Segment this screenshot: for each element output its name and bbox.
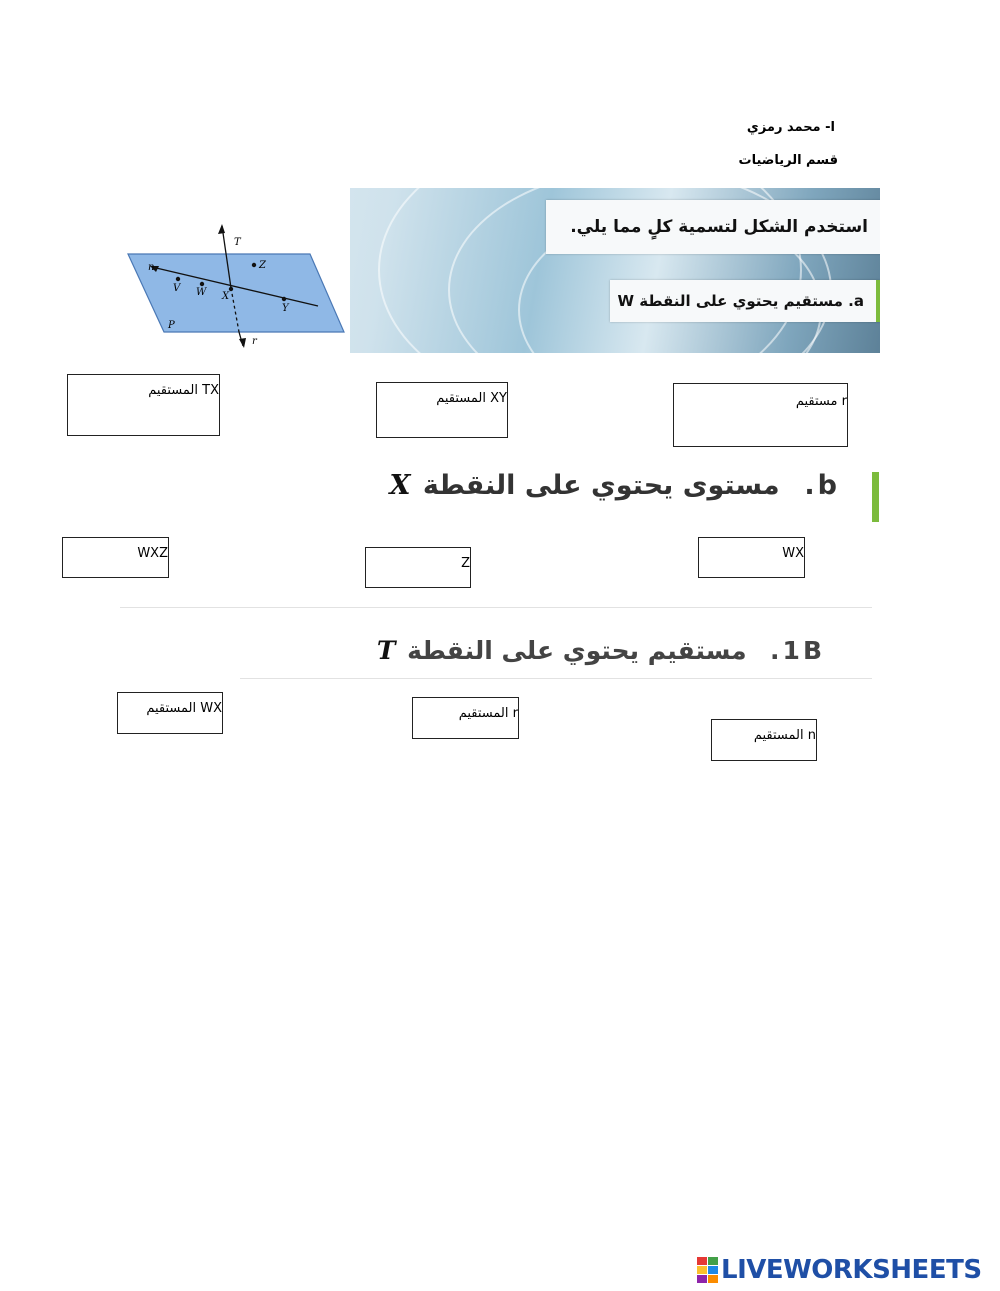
point-y [282,297,286,301]
answer-a-1-label: TX المستقيم [148,383,219,398]
question-a-box: a. مستقيم يحتوي على النقطة W [610,280,880,322]
label-x: X [222,291,230,302]
question-b [390,470,840,501]
answer-1b-1[interactable] [117,692,223,734]
line-r-arrow-bottom [239,338,246,348]
label-z: Z [259,260,266,271]
point-v [176,277,180,281]
point-w [200,282,204,286]
teacher-name: ا- محمد رمزي [746,120,835,135]
logo-text: LIVEWORKSHEETS [721,1255,982,1285]
answer-a-2[interactable] [376,382,508,438]
answer-1b-3-label: n المستقيم [753,728,816,743]
instruction-box: استخدم الشكل لتسمية كلٍ مما يلي. [546,200,880,254]
answer-1b-2-label: r المستقيم [458,706,518,721]
question-1b-top-rule [120,607,872,608]
answer-b-3-label: WX [782,546,804,561]
plane-shape [128,254,344,332]
answer-b-2-label: Z [461,556,470,571]
question-1b-bottom-rule [240,678,872,679]
question-banner [118,188,880,353]
answer-1b-3[interactable] [711,719,817,761]
question-1b-prefix: 1B. [770,636,825,665]
question-1b [377,636,825,665]
line-r-arrow-top [218,224,225,234]
answer-a-2-label: XY المستقيم [436,391,507,406]
point-x [229,287,233,291]
answer-a-3[interactable] [673,383,848,447]
label-t: T [234,237,241,248]
liveworksheets-logo [697,1255,982,1285]
plane-figure-svg [118,188,350,353]
point-z [252,263,256,267]
answer-b-1[interactable] [62,537,169,578]
answer-b-2[interactable] [365,547,471,588]
label-n: n [148,262,155,273]
label-v: V [173,283,181,294]
question-b-point: X [389,470,414,501]
question-b-accent [872,472,879,522]
logo-blocks-icon [697,1257,718,1283]
question-b-text: مستوى يحتوي على النقطة [422,470,780,501]
label-w: W [196,287,207,298]
label-r: r [252,336,257,347]
geometry-figure [118,188,350,353]
question-1b-text: مستقيم يحتوي على النقطة [407,636,747,665]
question-1b-point: T [376,636,399,665]
answer-1b-1-label: WX المستقيم [146,701,222,716]
label-plane: P [168,320,175,331]
answer-a-3-label: r مستقيم [795,394,847,409]
question-b-prefix: b. [804,470,840,501]
answer-b-3[interactable] [698,537,805,578]
answer-a-1[interactable] [67,374,220,436]
department-name: قسم الرياضيات [738,153,838,168]
label-y: Y [282,303,289,314]
answer-b-1-label: WXZ [137,546,168,561]
answer-1b-2[interactable] [412,697,519,739]
